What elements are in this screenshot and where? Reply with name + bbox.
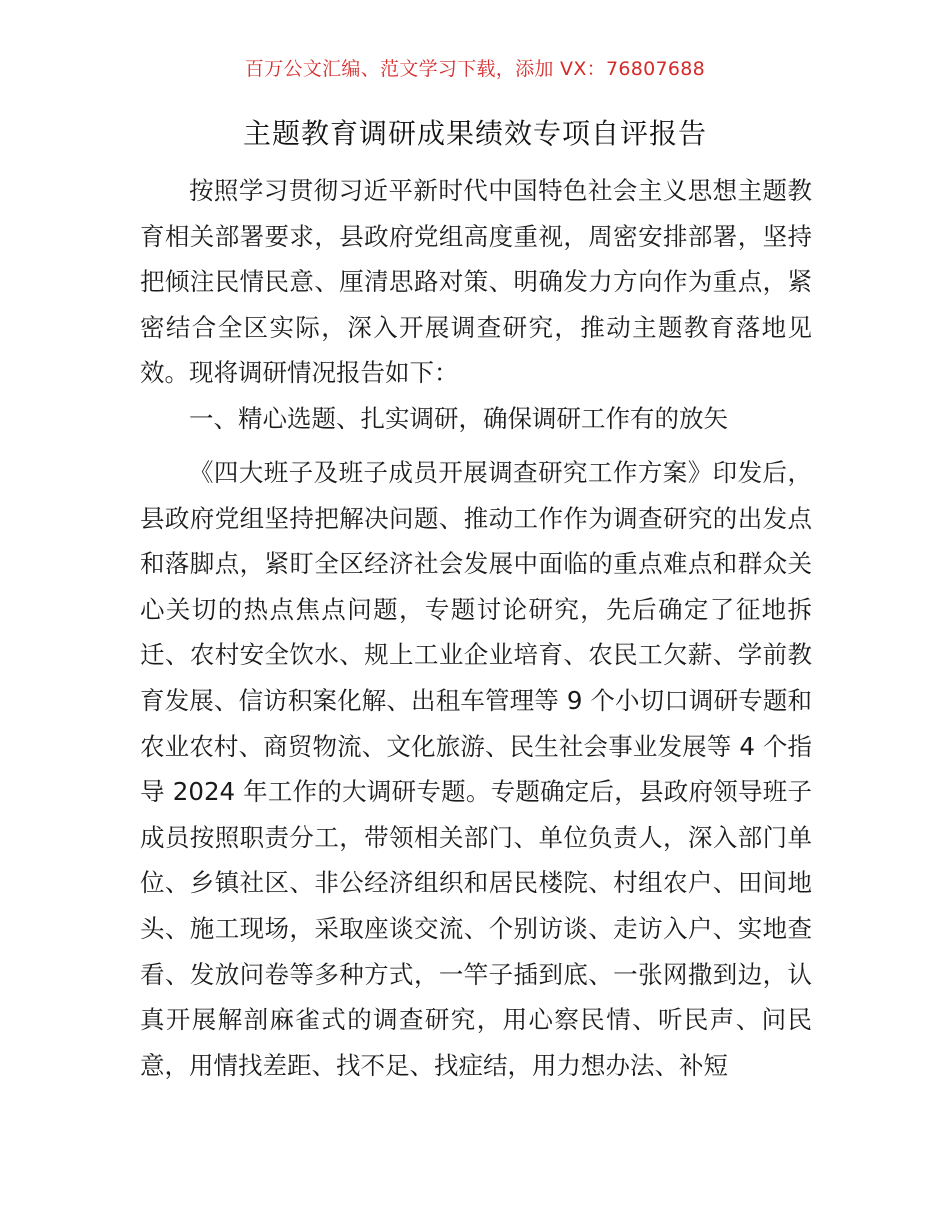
document-title: 主题教育调研成果绩效专项自评报告 (242, 117, 707, 150)
section-heading-1: 一、精心选题、扎实调研，确保调研工作有的放矢 (189, 404, 728, 433)
watermark-header: 百万公文汇编、范文学习下载，添加 VX：76807688 (244, 58, 706, 80)
body-paragraph: 《四大班子及班子成员开展调查研究工作方案》印发后，县政府党组坚持把解决问题、推动工作作为调查研究的出发点和落脚点，紧盯全区经济社会发展中面临的重点难点和群众关心关切的热点焦点问题，专题讨论研究，先后确定了征地拆迁、农村安全饮水、规上工业企业培育、农民工欠薪、学前教育发展、信访积案化解、出租车管理等 9 个小切口调研专题和农业农村、商贸物流、文化旅游、民生社会事业发展等 4 个指导 2024 年工作的大调研专题。专题确定后，县政府领导班子成员按照职责分工，带领相关部门、单位负责人，深入部门单位、乡镇社区、非公经济组织和居民楼院、村组农户、田间地头、施工现场，采取座谈交流、个别访谈、走访入户、实地查看、发放问卷等多种方式，一竿子插到底、一张网撒到边，认真开展解剖麻雀式的调查研究，用心察民情、听民声、问民意，用情找差距、找不足、找症结，用力想办法、补短 (140, 458, 812, 1080)
intro-paragraph: 按照学习贯彻习近平新时代中国特色社会主义思想主题教育相关部署要求，县政府党组高度重视，周密安排部署，坚持把倾注民情民意、厘清思路对策、明确发力方向作为重点，紧密结合全区实际，深入开展调查研究，推动主题教育落地见效。现将调研情况报告如下： (140, 176, 812, 388)
